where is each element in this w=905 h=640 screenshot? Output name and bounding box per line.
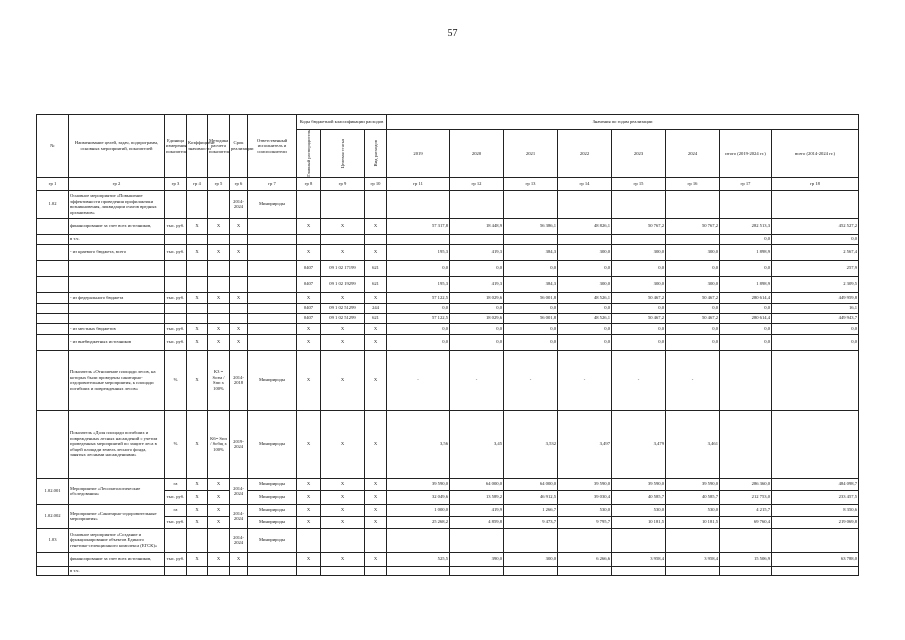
x-mark: X bbox=[208, 244, 230, 260]
value-cell: 300,0 bbox=[558, 244, 612, 260]
value-cell: 0,0 bbox=[504, 303, 558, 313]
x-mark: X bbox=[230, 218, 248, 234]
value-cell: 0,0 bbox=[772, 234, 859, 244]
header-year: 2022 bbox=[558, 130, 612, 178]
value-cell: 57 317,8 bbox=[387, 218, 450, 234]
x-mark: X bbox=[365, 552, 387, 566]
value-cell: 0,0 bbox=[387, 323, 450, 334]
x-mark: X bbox=[297, 504, 321, 516]
value-cell: 9 473,7 bbox=[504, 516, 558, 528]
value-cell: 39 590,0 bbox=[612, 478, 666, 490]
row-unit: % bbox=[165, 410, 187, 478]
value-cell: 0,0 bbox=[612, 323, 666, 334]
gr-label: гр 11 bbox=[387, 177, 450, 190]
x-mark: X bbox=[187, 350, 208, 410]
x-mark: X bbox=[321, 490, 365, 504]
target-article: 09 1 02 17199 bbox=[321, 260, 365, 276]
header-year: 2019 bbox=[387, 130, 450, 178]
x-mark: X bbox=[230, 334, 248, 350]
x-mark: X bbox=[187, 334, 208, 350]
row-name: финансирование за счет всех источников, bbox=[69, 218, 165, 234]
value-cell: - bbox=[504, 350, 558, 410]
value-cell: 40 585,7 bbox=[666, 490, 720, 504]
x-mark: X bbox=[230, 244, 248, 260]
indicator-method: K3 = Sозм / Sпп x 100% bbox=[208, 350, 230, 410]
value-cell: 530,0 bbox=[612, 504, 666, 516]
x-mark: X bbox=[365, 323, 387, 334]
value-cell: 384,3 bbox=[504, 244, 558, 260]
x-mark: X bbox=[208, 490, 230, 504]
value-cell: 0,0 bbox=[666, 260, 720, 276]
header-coef: Коэффициент значимости bbox=[187, 115, 208, 178]
page-number: 57 bbox=[447, 28, 458, 39]
row-executor: Минприроды bbox=[248, 190, 297, 218]
x-mark: X bbox=[365, 218, 387, 234]
header-budget-codes: Коды бюджетной классификации расходов bbox=[297, 115, 387, 130]
header-method: Методика расчета показателя bbox=[208, 115, 230, 178]
expense-type: 621 bbox=[365, 260, 387, 276]
value-cell: 0,0 bbox=[720, 260, 772, 276]
value-cell: 0,0 bbox=[558, 303, 612, 313]
value-cell: 0,0 bbox=[387, 303, 450, 313]
value-cell: - bbox=[450, 350, 504, 410]
row-unit: га bbox=[165, 478, 187, 490]
indicator-method: K6= Sпп / Sобщ x 100% bbox=[208, 410, 230, 478]
value-cell: 48 526,1 bbox=[558, 313, 612, 323]
value-cell: 16,1 bbox=[772, 303, 859, 313]
row-executor: Минприроды bbox=[248, 528, 297, 552]
value-cell: - bbox=[558, 350, 612, 410]
value-cell: 39 030,4 bbox=[558, 490, 612, 504]
row-term: 2014-2024 bbox=[230, 478, 248, 504]
value-cell: 25 268,2 bbox=[387, 516, 450, 528]
value-cell: 0,0 bbox=[666, 303, 720, 313]
x-mark: X bbox=[365, 504, 387, 516]
row-executor: Минприроды bbox=[248, 410, 297, 478]
value-cell: 3,45 bbox=[450, 410, 504, 478]
gr-label: гр 6 bbox=[230, 177, 248, 190]
row-executor: Минприроды bbox=[248, 504, 297, 516]
gr-label: гр 12 bbox=[450, 177, 504, 190]
value-cell: 300,0 bbox=[666, 244, 720, 260]
x-mark: X bbox=[208, 292, 230, 303]
row-name: - из внебюджетных источников bbox=[69, 334, 165, 350]
row-name: в т.ч. bbox=[69, 234, 165, 244]
value-cell: 50 467,2 bbox=[666, 292, 720, 303]
value-cell: 300,0 bbox=[504, 552, 558, 566]
value-cell: 0,0 bbox=[612, 334, 666, 350]
value-cell: 0,0 bbox=[772, 334, 859, 350]
value-cell: 195,3 bbox=[387, 276, 450, 292]
header-total-1924: итого (2019-2024 гг.) bbox=[720, 130, 772, 178]
header-year: 2023 bbox=[612, 130, 666, 178]
value-cell: 10 181,5 bbox=[612, 516, 666, 528]
header-executor: Ответственный исполнитель и соисполнители bbox=[248, 115, 297, 178]
x-mark: X bbox=[187, 292, 208, 303]
gr-label: гр 1 bbox=[37, 177, 69, 190]
row-unit: тыс. руб. bbox=[165, 490, 187, 504]
x-mark: X bbox=[208, 504, 230, 516]
value-cell: 57 122,5 bbox=[387, 313, 450, 323]
x-mark: X bbox=[297, 516, 321, 528]
row-term: 2014-2018 bbox=[230, 350, 248, 410]
value-cell: 3,497 bbox=[558, 410, 612, 478]
x-mark: X bbox=[297, 323, 321, 334]
row-executor: Минприроды bbox=[248, 516, 297, 528]
value-cell: 4 859,8 bbox=[450, 516, 504, 528]
value-cell: 2 309,5 bbox=[772, 276, 859, 292]
value-cell: 300,0 bbox=[612, 276, 666, 292]
value-cell: 48 826,1 bbox=[558, 218, 612, 234]
value-cell: 0,0 bbox=[504, 334, 558, 350]
value-cell: 419,9 bbox=[450, 504, 504, 516]
value-cell: 56 001,8 bbox=[504, 313, 558, 323]
x-mark: X bbox=[297, 334, 321, 350]
gr-label: гр 5 bbox=[208, 177, 230, 190]
value-cell: 0,0 bbox=[558, 334, 612, 350]
value-cell: 4 215,7 bbox=[720, 504, 772, 516]
value-cell: 6 266,6 bbox=[558, 552, 612, 566]
x-mark: X bbox=[365, 244, 387, 260]
value-cell: 56 386,1 bbox=[504, 218, 558, 234]
x-mark: X bbox=[208, 516, 230, 528]
value-cell: 0,0 bbox=[720, 303, 772, 313]
value-cell: 3 958,4 bbox=[666, 552, 720, 566]
x-mark: X bbox=[365, 292, 387, 303]
expense-type: 621 bbox=[365, 276, 387, 292]
value-cell: 3,56 bbox=[387, 410, 450, 478]
gr-label: гр 3 bbox=[165, 177, 187, 190]
header-no: № bbox=[37, 115, 69, 178]
value-cell: 419,3 bbox=[450, 276, 504, 292]
value-cell: 15 506,9 bbox=[720, 552, 772, 566]
header-year: 2020 bbox=[450, 130, 504, 178]
row-unit: тыс. руб. bbox=[165, 516, 187, 528]
value-cell: 195,3 bbox=[387, 244, 450, 260]
row-name: Основное мероприятие «Повышение эффективности проведения профилактики возникновения, ликвидации очагов вредных организмов» bbox=[69, 190, 165, 218]
value-cell: 390,0 bbox=[450, 552, 504, 566]
value-cell: 0,0 bbox=[558, 323, 612, 334]
value-cell: 1 898,9 bbox=[720, 276, 772, 292]
value-cell: 280 614,4 bbox=[720, 292, 772, 303]
value-cell: 530,0 bbox=[558, 504, 612, 516]
header-target: Целевая статья bbox=[339, 138, 345, 169]
value-cell: 280 614,4 bbox=[720, 313, 772, 323]
value-cell: 0,0 bbox=[666, 323, 720, 334]
row-name: в т.ч. bbox=[69, 566, 165, 575]
value-cell: 0,0 bbox=[720, 323, 772, 334]
value-cell: 69 760,4 bbox=[720, 516, 772, 528]
row-unit: га bbox=[165, 504, 187, 516]
x-mark: X bbox=[187, 323, 208, 334]
value-cell: 0,0 bbox=[387, 334, 450, 350]
budget-code: 0407 bbox=[297, 313, 321, 323]
header-year: 2021 bbox=[504, 130, 558, 178]
x-mark: X bbox=[321, 478, 365, 490]
value-cell: 56 001,8 bbox=[504, 292, 558, 303]
x-mark: X bbox=[321, 323, 365, 334]
row-term: 2019-2024 bbox=[230, 410, 248, 478]
x-mark: X bbox=[321, 552, 365, 566]
value-cell: 300,0 bbox=[666, 276, 720, 292]
value-cell: 0,0 bbox=[504, 323, 558, 334]
value-cell: 286 360,0 bbox=[720, 478, 772, 490]
value-cell: 300,0 bbox=[612, 244, 666, 260]
row-number: 1.02.002 bbox=[37, 504, 69, 528]
x-mark: X bbox=[187, 478, 208, 490]
row-name: - из краевого бюджета, всего bbox=[69, 244, 165, 260]
value-cell: 50 467,2 bbox=[612, 313, 666, 323]
expense-type: 244 bbox=[365, 303, 387, 313]
value-cell: 0,0 bbox=[720, 234, 772, 244]
value-cell: - bbox=[666, 350, 720, 410]
budget-code: 0407 bbox=[297, 276, 321, 292]
x-mark: X bbox=[230, 323, 248, 334]
value-cell: 13 589,2 bbox=[450, 490, 504, 504]
value-cell: 282 513,3 bbox=[720, 218, 772, 234]
value-cell: 1 266,7 bbox=[504, 504, 558, 516]
value-cell: 50 467,2 bbox=[666, 313, 720, 323]
value-cell: 2 567,4 bbox=[772, 244, 859, 260]
value-cell: 39 590,0 bbox=[387, 478, 450, 490]
x-mark: X bbox=[187, 410, 208, 478]
header-name: Наименование целей, задач, подпрограмм, основных мероприятий, показателей bbox=[69, 115, 165, 178]
gr-label: гр 16 bbox=[666, 177, 720, 190]
target-article: 09 1 02 51299 bbox=[321, 313, 365, 323]
value-cell: 50 467,2 bbox=[612, 292, 666, 303]
x-mark: X bbox=[297, 218, 321, 234]
row-name: - из местных бюджетов bbox=[69, 323, 165, 334]
x-mark: X bbox=[365, 490, 387, 504]
value-cell: 46 912,5 bbox=[504, 490, 558, 504]
header-unit: Единица измерения показателя bbox=[165, 115, 187, 178]
target-article: 09 1 02 19299 bbox=[321, 276, 365, 292]
gr-label: гр 13 bbox=[504, 177, 558, 190]
value-cell: 0,0 bbox=[450, 260, 504, 276]
row-name: Мероприятие «Лесопатологические обследования» bbox=[69, 478, 165, 504]
value-cell: 530,0 bbox=[666, 504, 720, 516]
x-mark: X bbox=[208, 323, 230, 334]
value-cell: 419,3 bbox=[450, 244, 504, 260]
row-executor: Минприроды bbox=[248, 478, 297, 490]
row-number: 1.02.001 bbox=[37, 478, 69, 504]
gr-label: гр 17 bbox=[720, 177, 772, 190]
x-mark: X bbox=[187, 218, 208, 234]
row-unit: тыс. руб. bbox=[165, 552, 187, 566]
value-cell: 0,0 bbox=[612, 260, 666, 276]
x-mark: X bbox=[321, 244, 365, 260]
value-cell: 0,0 bbox=[720, 334, 772, 350]
value-cell: 18 448,9 bbox=[450, 218, 504, 234]
x-mark: X bbox=[321, 334, 365, 350]
x-mark: X bbox=[297, 292, 321, 303]
x-mark: X bbox=[321, 218, 365, 234]
row-unit: тыс. руб. bbox=[165, 292, 187, 303]
value-cell: 40 585,7 bbox=[612, 490, 666, 504]
row-term: 2014-2024 bbox=[230, 528, 248, 552]
gr-label: гр 18 bbox=[772, 177, 859, 190]
value-cell: 64 000,0 bbox=[504, 478, 558, 490]
value-cell: 18 029,6 bbox=[450, 292, 504, 303]
value-cell: 449 943,7 bbox=[772, 313, 859, 323]
value-cell: 1 000,0 bbox=[387, 504, 450, 516]
indicator-name: Показатель «Доля площади погибших и поврежденных лесных насаждений с учетом проведенных мероприятий по защите леса в общей площади земель лесного фонда, занятых лесными насаждениями» bbox=[69, 410, 165, 478]
row-number: 1.02 bbox=[37, 190, 69, 218]
x-mark: X bbox=[208, 552, 230, 566]
value-cell: 63 788,0 bbox=[772, 552, 859, 566]
value-cell: 219 069,8 bbox=[772, 516, 859, 528]
header-year: 2024 bbox=[666, 130, 720, 178]
header-term: Срок реализации bbox=[230, 115, 248, 178]
value-cell: 3,479 bbox=[612, 410, 666, 478]
value-cell: 212 753,0 bbox=[720, 490, 772, 504]
x-mark: X bbox=[321, 516, 365, 528]
value-cell: 0,0 bbox=[612, 303, 666, 313]
gr-label: гр 14 bbox=[558, 177, 612, 190]
x-mark: X bbox=[187, 244, 208, 260]
x-mark: X bbox=[297, 490, 321, 504]
x-mark: X bbox=[321, 292, 365, 303]
value-cell: 39 590,0 bbox=[558, 478, 612, 490]
value-cell: 0,0 bbox=[450, 323, 504, 334]
row-executor: Минприроды bbox=[248, 490, 297, 504]
row-unit: тыс. руб. bbox=[165, 218, 187, 234]
value-cell: 57 122,5 bbox=[387, 292, 450, 303]
value-cell: 64 000,0 bbox=[450, 478, 504, 490]
x-mark: X bbox=[187, 516, 208, 528]
value-cell: 8 350,6 bbox=[772, 504, 859, 516]
value-cell: 449 959,8 bbox=[772, 292, 859, 303]
value-cell: 3,461 bbox=[666, 410, 720, 478]
x-mark: X bbox=[187, 504, 208, 516]
row-term: 2014-2024 bbox=[230, 190, 248, 218]
value-cell: 18 029,6 bbox=[450, 313, 504, 323]
row-name: Мероприятие «Санитарно-оздоровительные мероприятия» bbox=[69, 504, 165, 528]
value-cell: 0,0 bbox=[504, 260, 558, 276]
x-mark: X bbox=[365, 334, 387, 350]
value-cell: 0,0 bbox=[450, 334, 504, 350]
x-mark: X bbox=[208, 218, 230, 234]
gr-label: гр 2 bbox=[69, 177, 165, 190]
value-cell: 50 767,2 bbox=[666, 218, 720, 234]
row-name: Основное мероприятие «Создание и функционирование объектов Единого генетико-селекционного комплекса (ЕГСК)» bbox=[69, 528, 165, 552]
value-cell: 300,0 bbox=[558, 276, 612, 292]
row-name: финансирование за счет всех источников, bbox=[69, 552, 165, 566]
header-values: Значения по годам реализации bbox=[387, 115, 859, 130]
x-mark: X bbox=[297, 410, 321, 478]
value-cell: 3 958,4 bbox=[612, 552, 666, 566]
value-cell: 452 527,2 bbox=[772, 218, 859, 234]
row-unit: тыс. руб. bbox=[165, 323, 187, 334]
x-mark: X bbox=[297, 244, 321, 260]
x-mark: X bbox=[365, 350, 387, 410]
x-mark: X bbox=[230, 292, 248, 303]
row-unit: тыс. руб. bbox=[165, 334, 187, 350]
x-mark: X bbox=[208, 334, 230, 350]
value-cell: 39 590,0 bbox=[666, 478, 720, 490]
budget-table bbox=[36, 114, 859, 576]
row-unit: % bbox=[165, 350, 187, 410]
header-total-1424: всего (2014-2024 гг.) bbox=[772, 130, 859, 178]
x-mark: X bbox=[321, 504, 365, 516]
value-cell: 32 049,6 bbox=[387, 490, 450, 504]
gr-label: гр 7 bbox=[248, 177, 297, 190]
x-mark: X bbox=[230, 552, 248, 566]
value-cell: 48 526,1 bbox=[558, 292, 612, 303]
indicator-name: Показатель «Отношение площади лесов, на которых были проведены санитарно-оздоровительные мероприятия, к площади погибших и поврежденных лесов» bbox=[69, 350, 165, 410]
value-cell: 50 767,2 bbox=[612, 218, 666, 234]
row-executor: Минприроды bbox=[248, 350, 297, 410]
x-mark: X bbox=[187, 552, 208, 566]
value-cell: - bbox=[387, 350, 450, 410]
gr-label: гр 10 bbox=[365, 177, 387, 190]
value-cell: 0,0 bbox=[558, 260, 612, 276]
value-cell: 0,0 bbox=[772, 323, 859, 334]
value-cell: 0,0 bbox=[666, 334, 720, 350]
row-term: 2014-2024 bbox=[230, 504, 248, 528]
value-cell: 484 098,7 bbox=[772, 478, 859, 490]
budget-code: 0407 bbox=[297, 260, 321, 276]
x-mark: X bbox=[297, 350, 321, 410]
value-cell: - bbox=[612, 350, 666, 410]
row-number: 1.03 bbox=[37, 528, 69, 552]
x-mark: X bbox=[297, 552, 321, 566]
gr-label: гр 15 bbox=[612, 177, 666, 190]
value-cell: 0,0 bbox=[387, 260, 450, 276]
value-cell: 257,9 bbox=[772, 260, 859, 276]
target-article: 09 1 02 51299 bbox=[321, 303, 365, 313]
x-mark: X bbox=[365, 410, 387, 478]
value-cell: 233 457,5 bbox=[772, 490, 859, 504]
row-unit: тыс. руб. bbox=[165, 244, 187, 260]
x-mark: X bbox=[297, 478, 321, 490]
value-cell: 1 898,9 bbox=[720, 244, 772, 260]
x-mark: X bbox=[365, 478, 387, 490]
value-cell: 9 795,7 bbox=[558, 516, 612, 528]
header-gr-rasp: Главный распорядитель bbox=[305, 130, 311, 177]
x-mark: X bbox=[187, 490, 208, 504]
gr-label: гр 4 bbox=[187, 177, 208, 190]
value-cell: 3,532 bbox=[504, 410, 558, 478]
x-mark: X bbox=[365, 516, 387, 528]
x-mark: X bbox=[321, 350, 365, 410]
gr-label: гр 8 bbox=[297, 177, 321, 190]
gr-label: гр 9 bbox=[321, 177, 365, 190]
value-cell: 10 181,5 bbox=[666, 516, 720, 528]
value-cell: 525,5 bbox=[387, 552, 450, 566]
x-mark: X bbox=[321, 410, 365, 478]
value-cell: 0,0 bbox=[450, 303, 504, 313]
budget-code: 0407 bbox=[297, 303, 321, 313]
expense-type: 621 bbox=[365, 313, 387, 323]
x-mark: X bbox=[208, 478, 230, 490]
row-name: - из федерального бюджета bbox=[69, 292, 165, 303]
header-vid: Вид расходов bbox=[372, 140, 378, 167]
value-cell: 384,3 bbox=[504, 276, 558, 292]
